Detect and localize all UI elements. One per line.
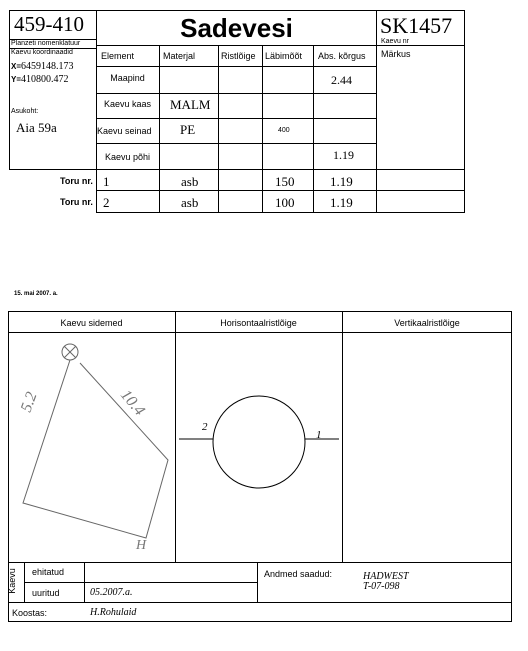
row-divider — [24, 582, 257, 583]
row-divider — [96, 143, 377, 144]
pipe-material: asb — [181, 174, 199, 189]
y-value: 410800.472 — [21, 74, 69, 85]
pipe-height: 1.19 — [330, 195, 353, 210]
footer-vertical-label: Kaevu — [6, 568, 17, 594]
x-label: X= — [11, 62, 22, 71]
row-height: 2.44 — [331, 73, 352, 87]
column-header: Abs. kõrgus — [318, 51, 366, 61]
row-material: MALM — [170, 97, 211, 112]
row-element: Kaevu põhi — [104, 152, 151, 162]
well-circle — [213, 396, 305, 488]
corner-mark: H — [136, 538, 147, 553]
row-divider — [96, 169, 465, 170]
col-divider — [257, 562, 258, 603]
well-number: SK1457 — [380, 13, 453, 38]
pipe-diameter: 150 — [275, 174, 295, 189]
data-from-value-2: T-07-098 — [363, 581, 400, 592]
distance-left-label: 5.2 — [17, 389, 41, 415]
nomenclature-label: Planzeti nomenklatuur — [11, 40, 81, 47]
col-divider — [313, 45, 314, 213]
data-from-value-1: HADWEST — [363, 571, 409, 582]
surveyed-value: 05.2007.a. — [90, 587, 133, 598]
ties-sketch — [8, 333, 175, 563]
pipe-diameter: 100 — [275, 195, 295, 210]
col-divider — [262, 45, 263, 213]
pipe-number: 1 — [103, 174, 110, 189]
remarks-box — [376, 45, 465, 170]
tie-lines — [23, 360, 168, 538]
col-divider — [96, 169, 97, 213]
col-divider — [376, 169, 377, 213]
section-title-ties: Kaevu sidemed — [60, 318, 123, 328]
row-divider — [96, 212, 465, 213]
row-element: Kaevu kaas — [103, 99, 152, 109]
x-value: 6459148.173 — [21, 61, 74, 72]
compiled-value: H.Rohulaid — [90, 607, 137, 618]
pipe-number: 2 — [103, 195, 110, 210]
y-coordinate — [11, 74, 69, 85]
y-label: Y= — [11, 75, 22, 84]
row-diameter: 400 — [278, 127, 290, 134]
col-divider — [464, 169, 465, 213]
horizontal-section-sketch — [176, 333, 342, 563]
page-title: Sadevesi — [180, 13, 293, 43]
pipe-height: 1.19 — [330, 174, 353, 189]
row-height: 1.19 — [333, 148, 354, 162]
pipe-material: asb — [181, 195, 199, 210]
col-divider — [84, 562, 85, 603]
row-element: Kaevu seinad — [97, 126, 152, 136]
section-title-vertical: Vertikaalristlõige — [394, 318, 460, 328]
col-divider — [342, 311, 343, 563]
row-element: Maapind — [110, 73, 145, 83]
column-header: Läbimõõt — [265, 51, 303, 61]
nomenclature-code: 459-410 — [14, 12, 84, 36]
remarks-label: Märkus — [381, 49, 411, 59]
pipe-label: Toru nr. — [60, 197, 93, 207]
row-material: PE — [180, 122, 196, 137]
column-header: Ristlõige — [221, 51, 256, 61]
coordinates-label: Kaevu koordinaadid — [11, 49, 73, 56]
column-header: Materjal — [163, 51, 196, 61]
location-value: Aia 59a — [16, 120, 57, 135]
location-label: Asukoht: — [11, 108, 39, 115]
surveyed-label: uuritud — [32, 588, 60, 598]
row-divider — [96, 66, 377, 67]
section-title-horizontal: Horisontaalristlõige — [220, 318, 297, 328]
pipe-in-label: 2 — [202, 421, 208, 433]
compiled-label: Koostas: — [12, 608, 48, 618]
built-label: ehitatud — [32, 567, 65, 577]
row-divider — [96, 118, 377, 119]
well-number-label: Kaevu nr — [381, 38, 410, 45]
col-divider — [159, 45, 160, 213]
pipe-out-label: 1 — [316, 429, 322, 441]
row-divider — [96, 93, 377, 94]
distance-right-label: 10.4 — [116, 386, 148, 420]
data-from-label: Andmed saadud: — [264, 569, 333, 579]
date-stamp: 15. mai 2007. a. — [14, 291, 58, 297]
col-divider — [218, 45, 219, 213]
pipe-label: Toru nr. — [60, 176, 93, 186]
column-header: Element — [101, 51, 135, 61]
x-coordinate — [11, 61, 74, 72]
row-divider — [96, 190, 465, 191]
